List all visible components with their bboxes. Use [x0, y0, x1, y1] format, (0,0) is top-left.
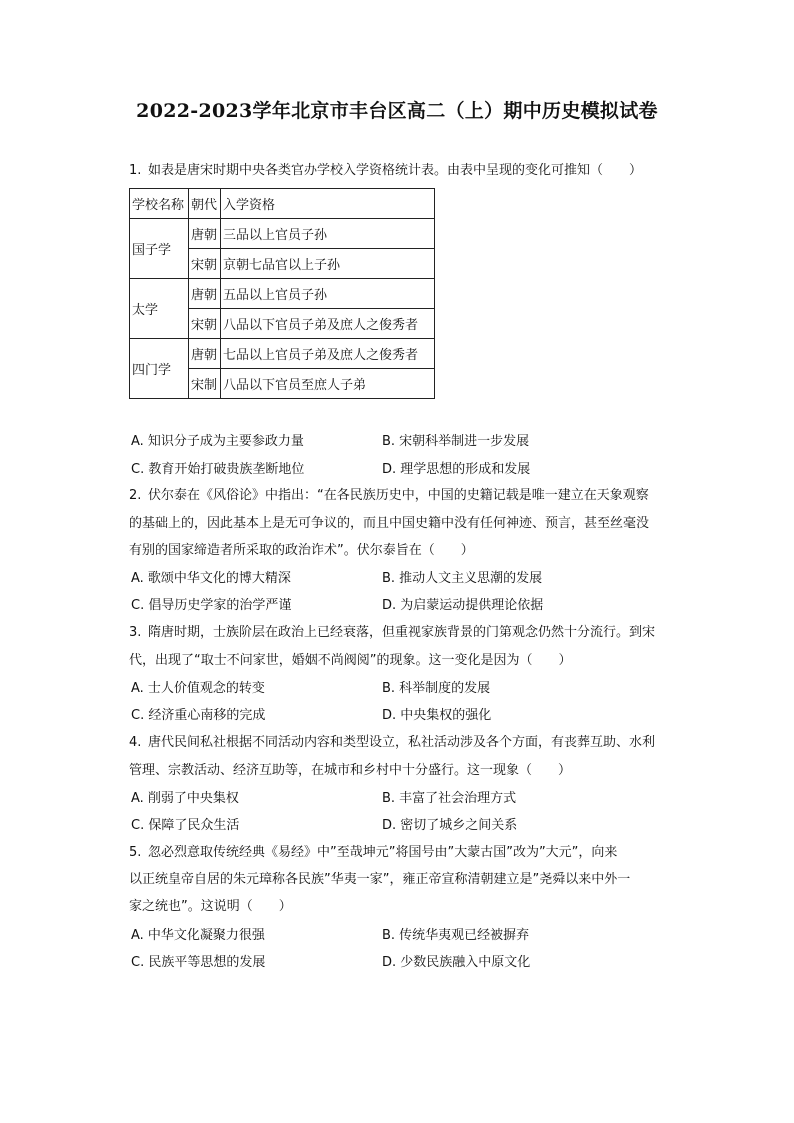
- header-qualification: 入学资格: [221, 189, 435, 219]
- school-name: 太学: [130, 279, 189, 339]
- dynasty-cell: 唐朝: [189, 219, 221, 249]
- qualification-cell: 京朝七品官以上子孙: [221, 249, 435, 279]
- dynasty-cell: 宋朝: [189, 249, 221, 279]
- q2-option-d: D. 为启蒙运动提供理论依据: [382, 598, 544, 613]
- qualification-cell: 八品以下官员至庶人子弟: [221, 369, 435, 399]
- q4-text: 唐代民间私社根据不同活动内容和类型设立，私社活动涉及各个方面，有丧葬互助、水利: [148, 735, 656, 750]
- q2-line-1: [129, 487, 649, 505]
- q4-option-b: B. 丰富了社会治理方式: [382, 791, 517, 806]
- q1-option-b: B. 宋朝科举制进一步发展: [382, 434, 530, 449]
- q3-option-a: A. 士人价值观念的转变: [131, 681, 265, 696]
- q1-option-d: D. 理学思想的形成和发展: [382, 462, 531, 477]
- q5-option-a: A. 中华文化凝聚力很强: [131, 928, 265, 943]
- q4-line-2: 管理、宗教活动、经济互助等，在城市和乡村中十分盛行。这一现象（ ）: [129, 763, 572, 778]
- dynasty-cell: 唐朝: [189, 279, 221, 309]
- q4-option-d: D. 密切了城乡之间关系: [382, 818, 518, 833]
- q2-option-c: C. 倡导历史学家的治学严谨: [131, 598, 292, 613]
- q1-option-c: C. 教育开始打破贵族垄断地位: [131, 462, 305, 477]
- qualification-cell: 八品以下官员子弟及庶人之俊秀者: [221, 309, 435, 339]
- q3-option-c: C. 经济重心南移的完成: [131, 708, 266, 723]
- q3-line-1: [129, 624, 655, 642]
- q2-line-3: 有别的国家缔造者所采取的政治诈术”。伏尔泰旨在（ ）: [129, 543, 474, 558]
- q5-line-3: 家之统也”。这说明（ ）: [129, 899, 292, 914]
- school-name: 四门学: [130, 339, 189, 399]
- q2-number: 2.: [129, 488, 142, 503]
- q3-option-b: B. 科举制度的发展: [382, 681, 491, 696]
- q4-option-a: A. 削弱了中央集权: [131, 791, 239, 806]
- header-school: 学校名称: [130, 189, 189, 219]
- table-row: [130, 279, 435, 309]
- q5-line-1: [129, 844, 617, 862]
- q3-text: 隋唐时期，士族阶层在政治上已经衰落，但重视家族背景的门第观念仍然十分流行。到宋: [148, 625, 656, 640]
- q5-option-c: C. 民族平等思想的发展: [131, 955, 266, 970]
- q5-option-b: B. 传统华夷观已经被摒弃: [382, 928, 530, 943]
- q2-option-a: A. 歌颂中华文化的博大精深: [131, 571, 291, 586]
- q1-stem-line: [129, 162, 642, 180]
- table-row: [130, 339, 435, 369]
- dynasty-cell: 宋朝: [189, 309, 221, 339]
- q5-text: 忽必烈意取传统经典《易经》中”至哉坤元”将国号由”大蒙古国”改为”大元”，向来: [148, 845, 618, 860]
- dynasty-cell: 宋制: [189, 369, 221, 399]
- q1-option-a: A. 知识分子成为主要参政力量: [131, 434, 304, 449]
- q2-line-2: 的基础上的，因此基本上是无可争议的，而且中国史籍中没有任何神迹、预言，甚至丝毫没: [129, 516, 650, 531]
- q1-stem: 如表是唐宋时期中央各类官办学校入学资格统计表。由表中呈现的变化可推知（ ）: [148, 163, 643, 178]
- table-header-row: [130, 189, 435, 219]
- q1-number: 1.: [129, 163, 142, 178]
- dynasty-cell: 唐朝: [189, 339, 221, 369]
- qualification-cell: 五品以上官员子孙: [221, 279, 435, 309]
- qualification-cell: 三品以上官员子孙: [221, 219, 435, 249]
- school-name: 国子学: [130, 219, 189, 279]
- q3-option-d: D. 中央集权的强化: [382, 708, 492, 723]
- q4-number: 4.: [129, 735, 142, 750]
- q3-line-2: 代，出现了“取士不问家世，婚姻不尚阀阅”的现象。这一变化是因为（ ）: [129, 653, 572, 668]
- q2-option-b: B. 推动人文主义思潮的发展: [382, 571, 543, 586]
- q4-option-c: C. 保障了民众生活: [131, 818, 240, 833]
- q5-number: 5.: [129, 845, 142, 860]
- q5-option-d: D. 少数民族融入中原文化: [382, 955, 531, 970]
- admission-table: [129, 188, 435, 399]
- table-row: [130, 219, 435, 249]
- q4-line-1: [129, 734, 655, 752]
- exam-title: 2022-2023学年北京市丰台区高二（上）期中历史模拟试卷: [136, 100, 658, 122]
- q5-line-2: 以正统皇帝自居的朱元璋称各民族”华夷一家”，雍正帝宣称清朝建立是”尧舜以来中外一: [129, 872, 631, 887]
- header-dynasty: 朝代: [189, 189, 221, 219]
- q3-number: 3.: [129, 625, 142, 640]
- q2-text: 伏尔泰在《风俗论》中指出：“在各民族历史中，中国的史籍记载是唯一建立在天象观察: [148, 488, 649, 503]
- qualification-cell: 七品以上官员子弟及庶人之俊秀者: [221, 339, 435, 369]
